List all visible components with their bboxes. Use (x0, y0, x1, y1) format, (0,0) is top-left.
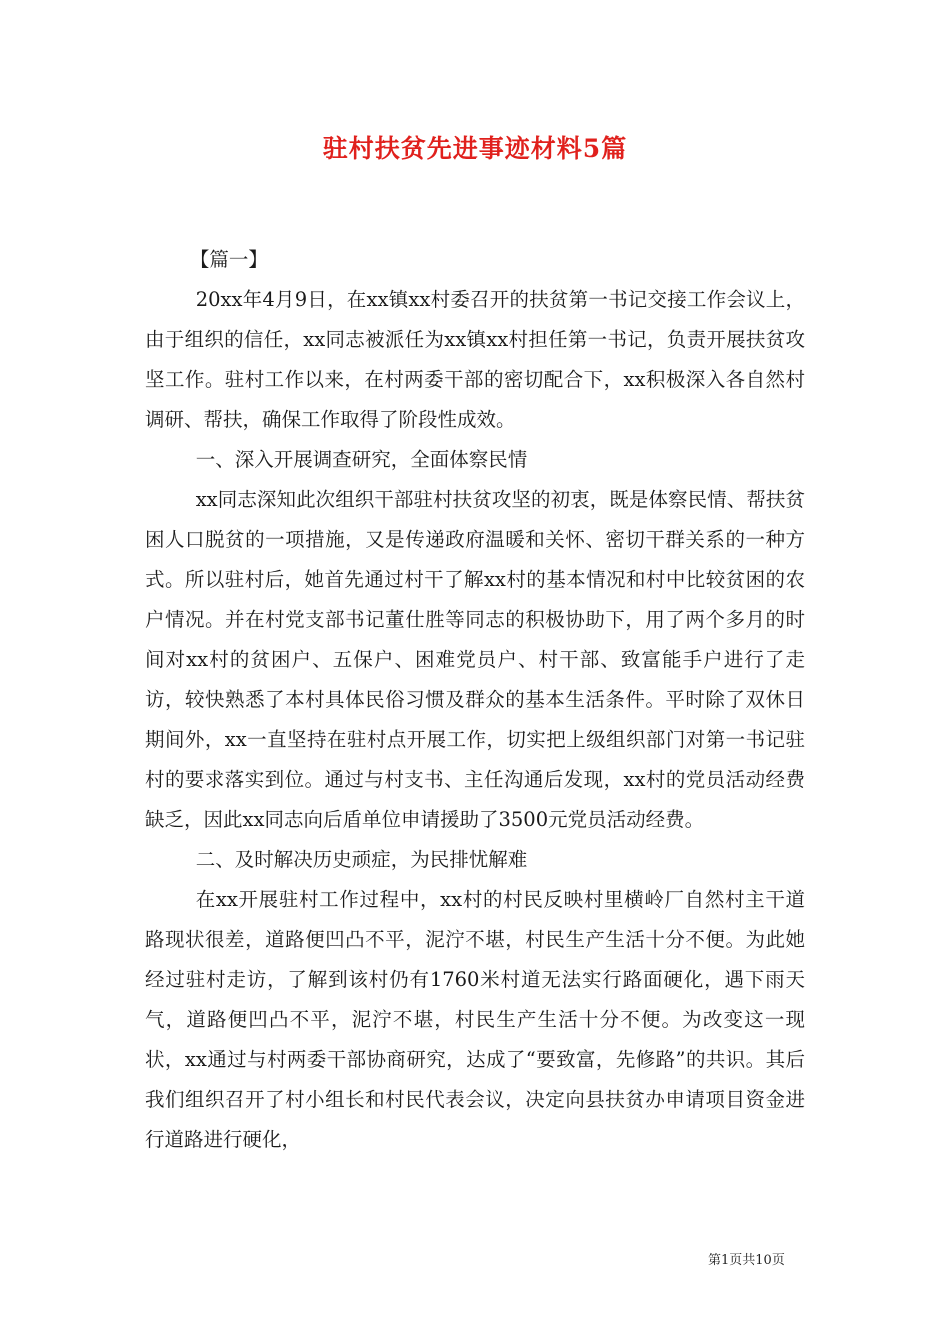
heading-section-1: 一、深入开展调查研究，全面体察民情 (195, 448, 528, 471)
paragraph-intro: 20xx年4月9日，在xx镇xx村委召开的扶贫第一书记交接工作会议上，由于组织的信任，xx同志被派任为xx镇xx村担任第一书记，负责开展扶贫攻坚工作。驻村工作以来，在村两委干部的密切配合下，xx积极深入各自然村调研、帮扶，确保工作取得了阶段性成效。 (145, 288, 805, 431)
page-number-footer: 第1页共10页 (708, 1253, 785, 1268)
document-body (145, 240, 805, 1160)
section-label: 【篇一】 (189, 248, 268, 271)
paragraph-section-2: 在xx开展驻村工作过程中，xx村的村民反映村里横岭厂自然村主干道路现状很差，道路便凹凸不平，泥泞不堪，村民生产生活十分不便。为此她经过驻村走访，了解到该村仍有1760米村道无法实行路面硬化，遇下雨天气，道路便凹凸不平，泥泞不堪，村民生产生活十分不便。为改变这一现状，xx通过与村两委干部协商研究，达成了“要致富，先修路”的共识。其后我们组织召开了村小组长和村民代表会议，决定向县扶贫办申请项目资金进行道路进行硬化， (145, 888, 805, 1151)
paragraph-section-1: xx同志深知此次组织干部驻村扶贫攻坚的初衷，既是体察民情、帮扶贫困人口脱贫的一项措施，又是传递政府温暖和关怀、密切干群关系的一种方式。所以驻村后，她首先通过村干了解xx村的基本情况和村中比较贫困的农户情况。并在村党支部书记董仕胜等同志的积极协助下，用了两个多月的时间对xx村的贫困户、五保户、困难党员户、村干部、致富能手户进行了走访，较快熟悉了本村具体民俗习惯及群众的基本生活条件。平时除了双休日期间外，xx一直坚持在驻村点开展工作，切实把上级组织部门对第一书记驻村的要求落实到位。通过与村支书、主任沟通后发现，xx村的党员活动经费缺乏，因此xx同志向后盾单位申请援助了3500元党员活动经费。 (145, 488, 805, 831)
document-title: 驻村扶贫先进事迹材料5篇 (322, 134, 628, 163)
heading-section-2: 二、及时解决历史顽症，为民排忧解难 (195, 848, 528, 871)
